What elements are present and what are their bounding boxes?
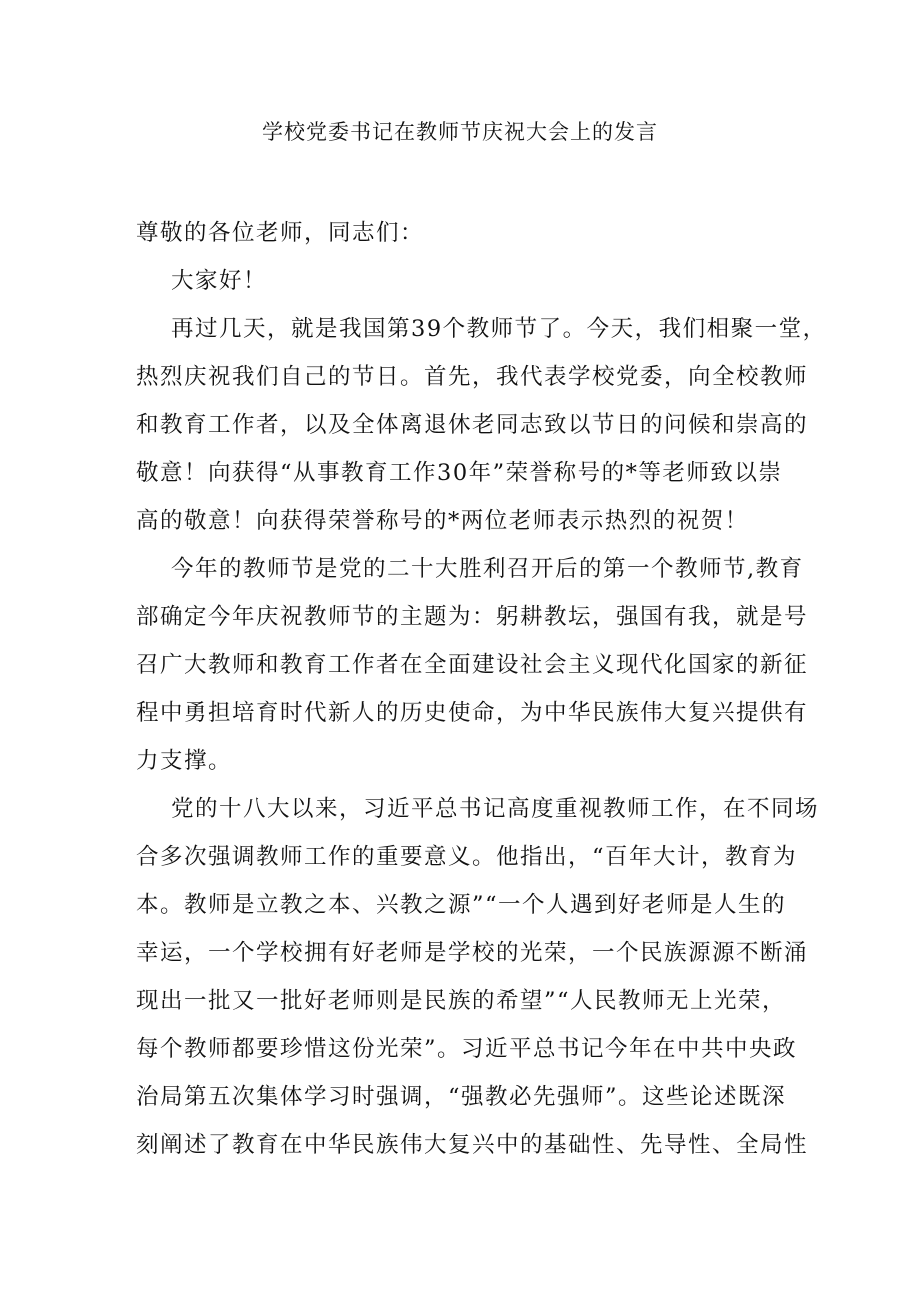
- paragraph-3-line: 治局第五次集体学习时强调，“强教必先强师”。这些论述既深: [136, 1084, 787, 1110]
- paragraph-3-line: 幸运，一个学校拥有好老师是学校的光荣，一个民族源源不断涌: [136, 940, 809, 966]
- paragraph-3-line: 现出一批又一批好老师则是民族的希望”“人民教师无上光荣，: [136, 988, 787, 1014]
- paragraph-1-line: 高的敬意！向获得荣誉称号的*两位老师表示热烈的祝贺！: [136, 508, 749, 534]
- paragraph-3-line: 合多次强调教师工作的重要意义。他指出，“百年大计，教育为: [136, 844, 798, 870]
- paragraph-3-line: 党的十八大以来，习近平总书记高度重视教师工作，在不同场: [171, 796, 820, 822]
- paragraph-3-line: 每个教师都要珍惜这份光荣”。习近平总书记今年在中共中央政: [136, 1036, 798, 1062]
- paragraph-1-line: 再过几天，就是我国第39个教师节了。今天，我们相聚一堂，: [171, 316, 827, 342]
- paragraph-3-line: 刻阐述了教育在中华民族伟大复兴中的基础性、先导性、全局性: [136, 1132, 809, 1158]
- paragraph-2-line: 部确定今年庆祝教师节的主题为：躬耕教坛，强国有我，就是号: [136, 604, 809, 630]
- salutation: 尊敬的各位老师，同志们：: [136, 220, 425, 246]
- paragraph-2-line: 力支撑。: [136, 748, 233, 774]
- paragraph-2-line: 召广大教师和教育工作者在全面建设社会主义现代化国家的新征: [136, 652, 809, 678]
- paragraph-1-line: 热烈庆祝我们自己的节日。首先，我代表学校党委，向全校教师: [136, 364, 809, 390]
- paragraph-1-line: 敬意！向获得“从事教育工作30年”荣誉称号的*等老师致以崇: [136, 460, 783, 486]
- paragraph-2-line: 程中勇担培育时代新人的历史使命，为中华民族伟大复兴提供有: [136, 700, 809, 726]
- paragraph-2-line: 今年的教师节是党的二十大胜利召开后的第一个教师节,教育: [171, 556, 804, 582]
- paragraph-1-line: 和教育工作者，以及全体离退休老同志致以节日的问候和崇高的: [136, 412, 809, 438]
- greeting: 大家好！: [171, 268, 268, 294]
- paragraph-3-line: 本。教师是立教之本、兴教之源”“一个人遇到好老师是人生的: [136, 892, 787, 918]
- page-title: 学校党委书记在教师节庆祝大会上的发言: [262, 120, 658, 144]
